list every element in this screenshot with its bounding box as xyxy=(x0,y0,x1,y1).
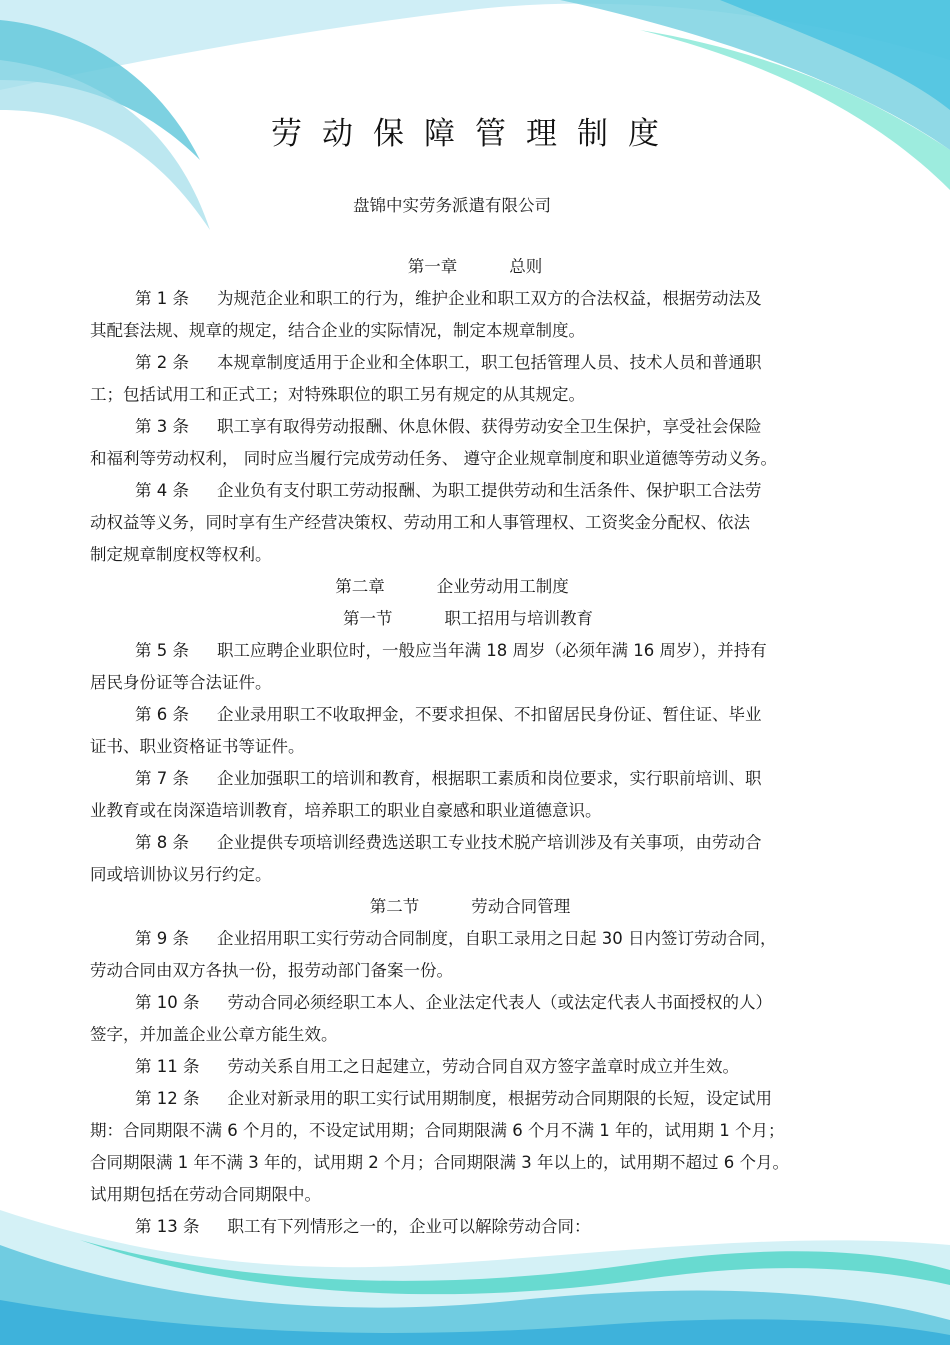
article-number: 第 1 条 xyxy=(135,289,189,308)
document-title: 劳动保障管理制度 xyxy=(271,116,679,152)
article-text: 本规章制度适用于企业和全体职工，职工包括管理人员、技术人员和普通职 xyxy=(217,353,762,372)
article-text: 劳动关系自用工之日起建立，劳动合同自双方签字盖章时成立并生效。 xyxy=(227,1057,739,1076)
article-text: 企业加强职工的培训和教育，根据职工素质和岗位要求，实行职前培训、职 xyxy=(217,769,762,788)
article-line: 动权益等义务，同时享有生产经营决策权、劳动用工和人事管理权、工资奖金分配权、依法 xyxy=(90,513,750,532)
article-line xyxy=(135,351,762,375)
section-name: 职工招用与培训教育 xyxy=(444,609,593,628)
article-number: 第 7 条 xyxy=(135,769,189,788)
article-number: 第 2 条 xyxy=(135,353,189,372)
section-name: 劳动合同管理 xyxy=(471,897,571,916)
article-number: 第 4 条 xyxy=(135,481,189,500)
article-line: 试用期包括在劳动合同期限中。 xyxy=(90,1185,321,1204)
chapter-name: 总则 xyxy=(509,257,543,276)
article-line: 同或培训协议另行约定。 xyxy=(90,865,272,884)
article-number: 第 3 条 xyxy=(135,417,189,436)
article-text: 企业录用职工不收取押金，不要求担保、不扣留居民身份证、暂住证、毕业 xyxy=(217,705,762,724)
article-line: 制定规章制度权等权利。 xyxy=(90,545,272,564)
article-line xyxy=(135,1215,591,1239)
article-line xyxy=(135,479,762,503)
article-text: 劳动合同必须经职工本人、企业法定代表人（或法定代表人书面授权的人） xyxy=(227,993,772,1012)
article-text: 企业对新录用的职工实行试用期制度，根据劳动合同期限的长短，设定试用 xyxy=(227,1089,772,1108)
article-line: 业教育或在岗深造培训教育，培养职工的职业自豪感和职业道德意识。 xyxy=(90,801,602,820)
section-heading xyxy=(0,607,936,631)
article-line xyxy=(135,287,762,311)
chapter-number: 第二章 xyxy=(335,577,385,596)
article-number: 第 6 条 xyxy=(135,705,189,724)
article-text: 职工应聘企业职位时，一般应当年满 18 周岁（必须年满 16 周岁），并持有 xyxy=(217,641,767,660)
chapter-name: 企业劳动用工制度 xyxy=(436,577,569,596)
company-name: 盘锦中实劳务派遣有限公司 xyxy=(353,196,551,215)
article-line xyxy=(135,991,772,1015)
article-line: 期：合同期限不满 6 个月的，不设定试用期；合同期限满 6 个月不满 1 年的，试用期 1 个月； xyxy=(90,1121,785,1140)
article-line: 证书、职业资格证书等证件。 xyxy=(90,737,305,756)
article-text: 职工享有取得劳动报酬、休息休假、获得劳动安全卫生保护，享受社会保险 xyxy=(217,417,762,436)
article-line: 合同期限满 1 年不满 3 年的，试用期 2 个月；合同期限满 3 年以上的，试用期不超过 6 个月。 xyxy=(90,1153,789,1172)
article-number: 第 9 条 xyxy=(135,929,189,948)
chapter-heading xyxy=(0,575,904,599)
article-line xyxy=(135,639,767,663)
article-number: 第 12 条 xyxy=(135,1089,200,1108)
article-number: 第 11 条 xyxy=(135,1057,200,1076)
article-number: 第 13 条 xyxy=(135,1217,200,1236)
article-line: 其配套法规、规章的规定，结合企业的实际情况，制定本规章制度。 xyxy=(90,321,585,340)
article-text: 企业提供专项培训经费选送职工专业技术脱产培训涉及有关事项，由劳动合 xyxy=(217,833,762,852)
article-text: 为规范企业和职工的行为，维护企业和职工双方的合法权益，根据劳动法及 xyxy=(217,289,762,308)
article-number: 第 8 条 xyxy=(135,833,189,852)
article-line: 劳动合同由双方各执一份，报劳动部门备案一份。 xyxy=(90,961,453,980)
article-line xyxy=(135,927,777,951)
article-line xyxy=(135,415,762,439)
section-number: 第一节 xyxy=(343,609,393,628)
article-line: 和福利等劳动权利， 同时应当履行完成劳动任务、 遵守企业规章制度和职业道德等劳动义务。 xyxy=(90,449,777,468)
article-line xyxy=(135,703,762,727)
article-number: 第 10 条 xyxy=(135,993,200,1012)
article-line xyxy=(135,1087,772,1111)
article-line xyxy=(135,1055,739,1079)
section-heading xyxy=(0,895,940,919)
article-line: 工；包括试用工和正式工；对特殊职位的职工另有规定的从其规定。 xyxy=(90,385,585,404)
article-line xyxy=(135,831,762,855)
article-text: 职工有下列情形之一的，企业可以解除劳动合同： xyxy=(227,1217,591,1236)
article-line: 签字，并加盖企业公章方能生效。 xyxy=(90,1025,338,1044)
chapter-heading xyxy=(0,255,950,279)
article-line: 居民身份证等合法证件。 xyxy=(90,673,272,692)
article-text: 企业招用职工实行劳动合同制度，自职工录用之日起 30 日内签订劳动合同， xyxy=(217,929,777,948)
article-text: 企业负有支付职工劳动报酬、为职工提供劳动和生活条件、保护职工合法劳 xyxy=(217,481,762,500)
article-line xyxy=(135,767,762,791)
article-number: 第 5 条 xyxy=(135,641,189,660)
chapter-number: 第一章 xyxy=(407,257,458,276)
section-number: 第二节 xyxy=(369,897,420,916)
